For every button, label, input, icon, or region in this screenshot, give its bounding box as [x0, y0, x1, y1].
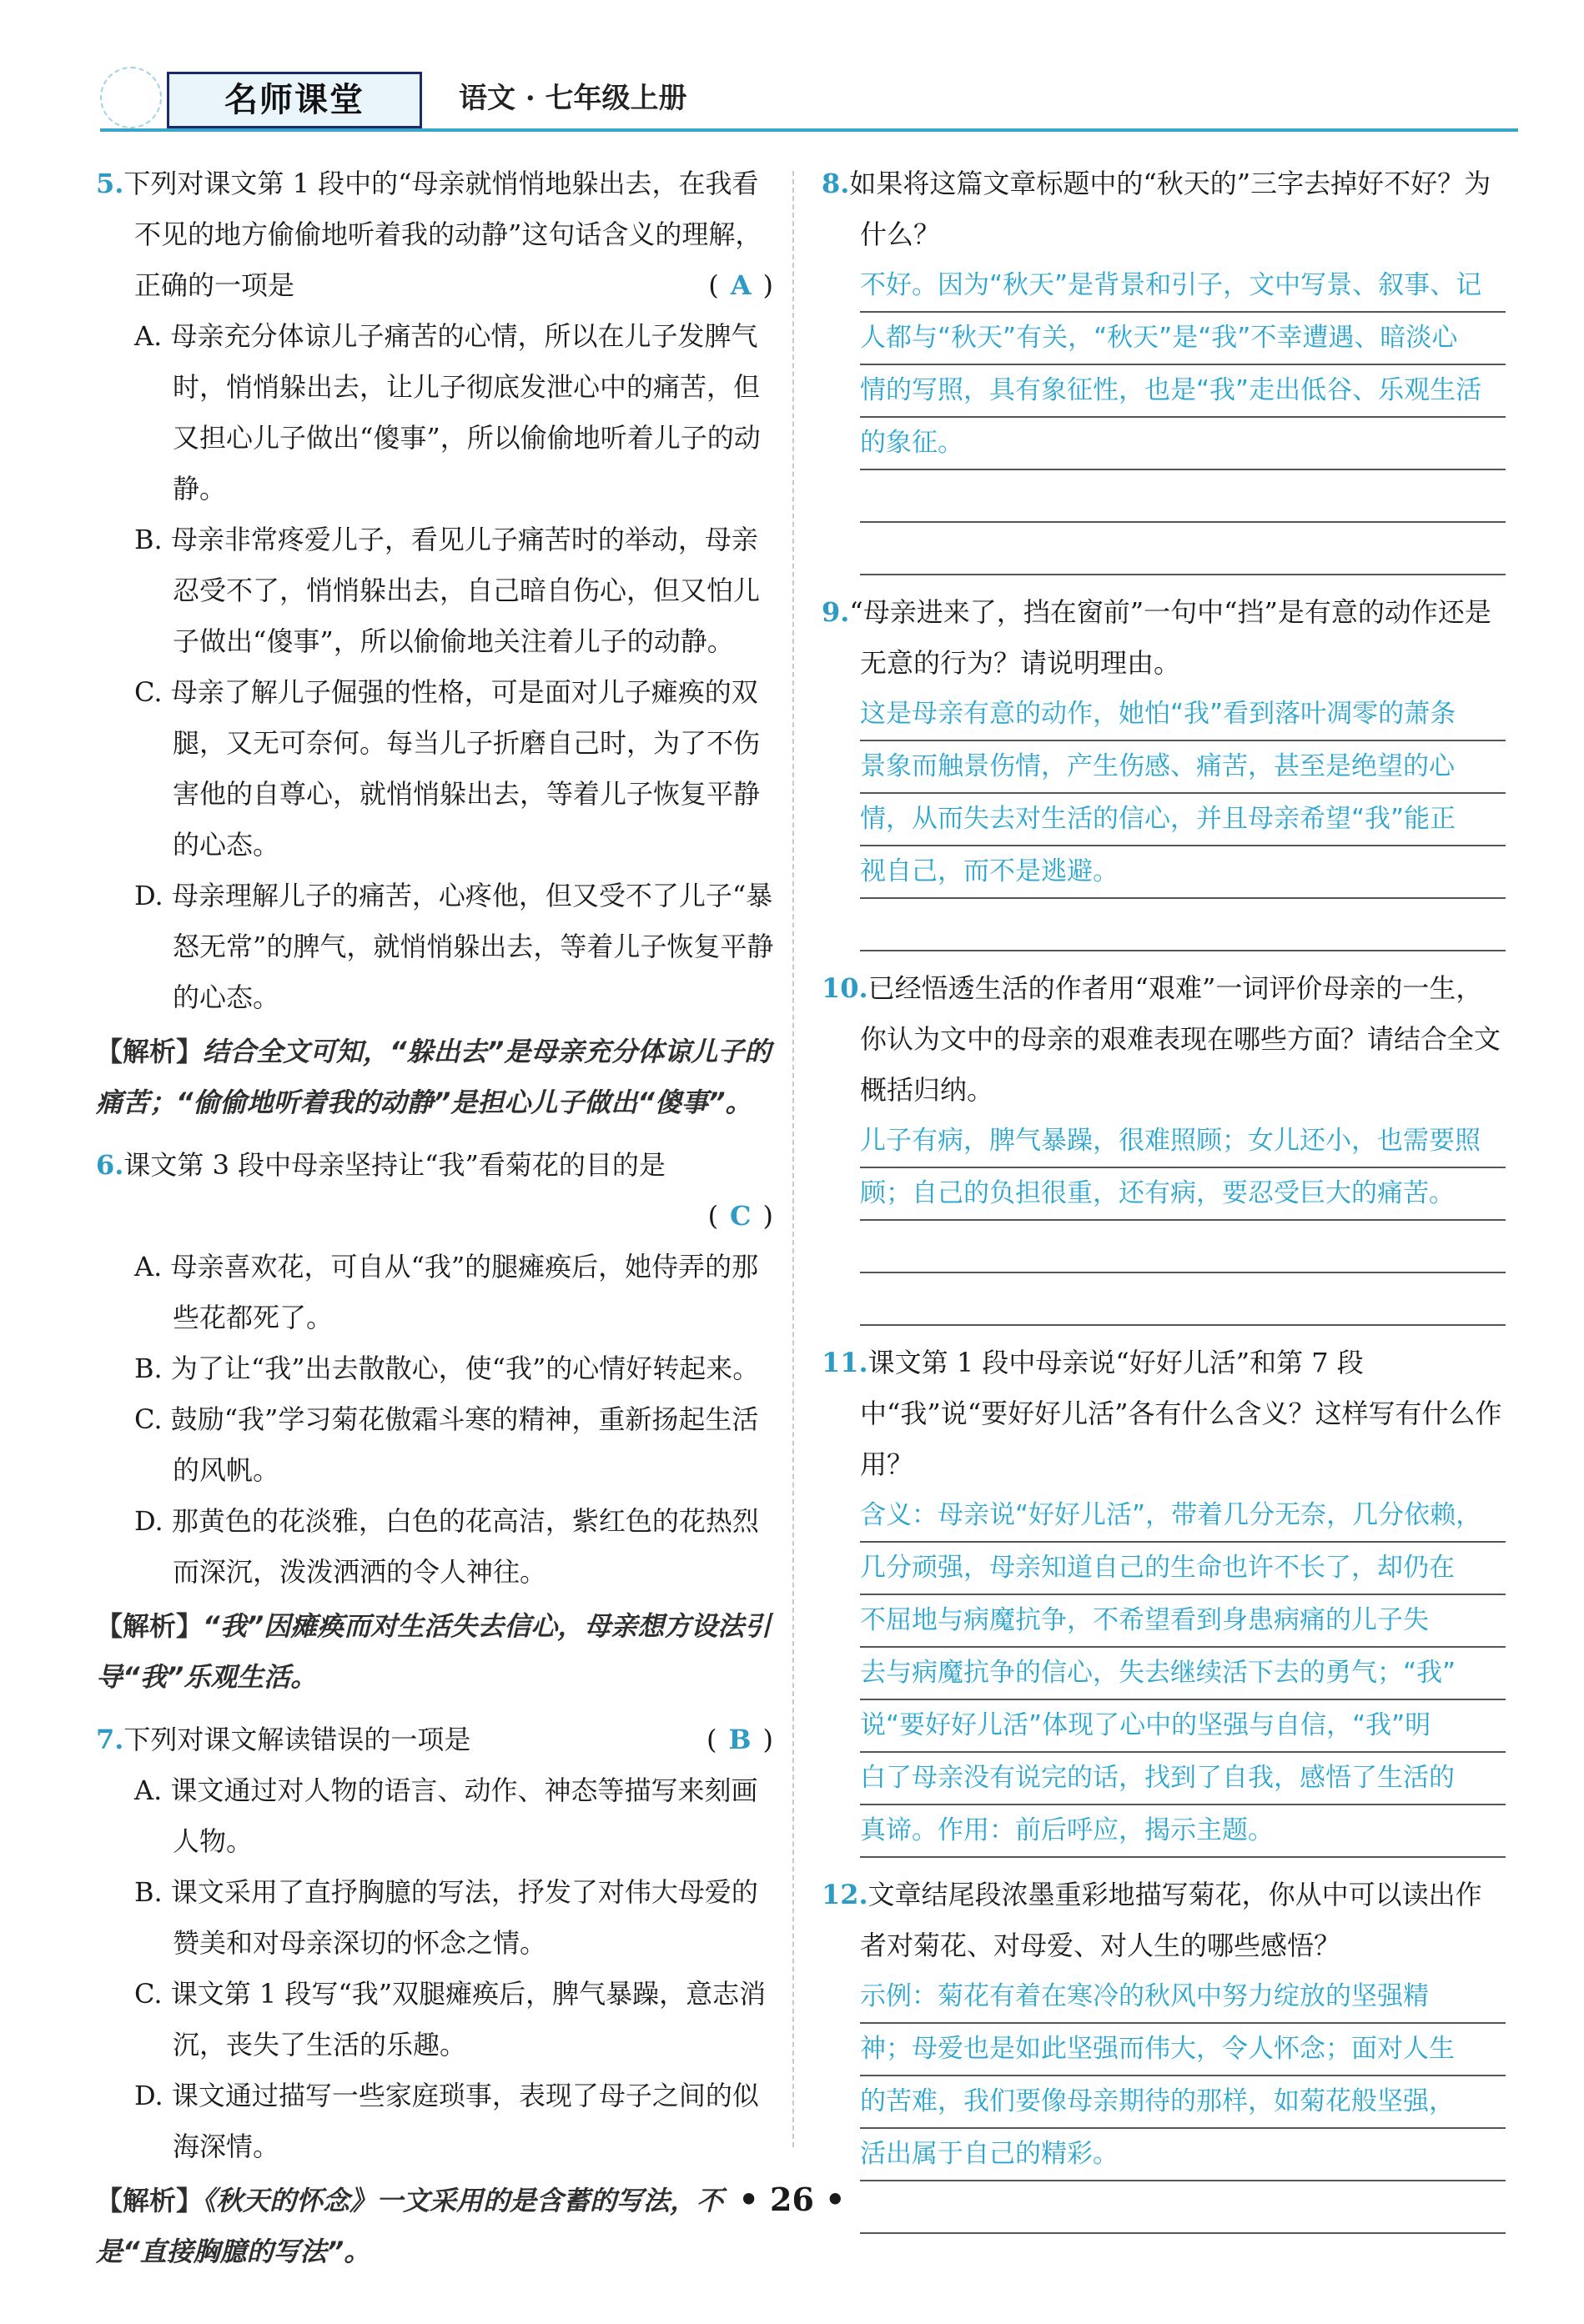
- question-stem: [822, 963, 1506, 1116]
- answer-line: 视自己，而不是逃避。: [860, 846, 1506, 899]
- answer-line: 神；母爱也是如此坚强而伟大，令人怀念；面对人生: [860, 2024, 1506, 2076]
- option-a: A. 母亲喜欢花，可自从“我”的腿瘫痪后，她侍弄的那些花都死了。: [134, 1251, 759, 1333]
- answer-line: 情的写照，具有象征性，也是“我”走出低谷、乐观生活: [860, 365, 1506, 418]
- analysis-text: 《秋天的怀念》一文采用的是含蓄的写法，不是“直接胸臆的写法”。: [96, 2185, 724, 2267]
- decorative-emblem-icon: [100, 67, 162, 128]
- question-number: 8.: [822, 168, 850, 199]
- question-text: 课文第 3 段中母亲坚持让“我”看菊花的目的是: [123, 1149, 666, 1181]
- left-column: [96, 158, 780, 2289]
- option-d: D. 母亲理解儿子的痛苦，心疼他，但又受不了儿子“暴怒无常”的脾气，就悄悄躲出去，等着儿子恢复平静的心态。: [134, 880, 774, 1013]
- answer-choice: ( A ): [708, 269, 773, 301]
- answer-letter: A: [730, 269, 752, 301]
- question-5: [96, 158, 780, 1128]
- answer-line: 含义：母亲说“好好儿活”，带着几分无奈，几分依赖，: [860, 1490, 1506, 1543]
- header-divider: [100, 128, 1518, 132]
- analysis-text: 结合全文可知，“躲出去”是母亲充分体谅儿子的痛苦；“偷偷地听着我的动静”是担心儿子做出“傻事”。: [96, 1036, 772, 1118]
- question-6: [96, 1140, 780, 1703]
- question-stem: [96, 158, 780, 311]
- column-divider: [792, 171, 794, 2147]
- question-text: 文章结尾段浓墨重彩地描写菊花，你从中可以读出作者对菊花、对母爱、对人生的哪些感悟？: [860, 1879, 1482, 1961]
- book-subtitle: 语文 · 七年级上册: [459, 82, 687, 115]
- question-number: 6.: [96, 1149, 124, 1181]
- question-number: 11.: [822, 1347, 868, 1378]
- answer-letter: B: [728, 1724, 752, 1755]
- blank-answer-line: [860, 899, 1506, 951]
- answer-line: 真谛。作用：前后呼应，揭示主题。: [860, 1805, 1506, 1858]
- question-12: [822, 1870, 1506, 2234]
- question-stem: [822, 158, 1506, 260]
- blank-answer-line: [860, 1273, 1506, 1326]
- question-stem: [822, 1870, 1506, 1971]
- page-header: [100, 67, 1518, 133]
- question-stem: [822, 587, 1506, 689]
- answer-line: 景象而触景伤情，产生伤感、痛苦，甚至是绝望的心: [860, 741, 1506, 794]
- analysis-text: “我”因瘫痪而对生活失去信心，母亲想方设法引导“我”乐观生活。: [96, 1610, 772, 1693]
- option-b: B. 为了让“我”出去散散心，使“我”的心情好转起来。: [134, 1353, 760, 1384]
- answer-line: 儿子有病，脾气暴躁，很难照顾；女儿还小，也需要照: [860, 1116, 1506, 1168]
- answer-line: 白了母亲没有说完的话，找到了自我，感悟了生活的: [860, 1753, 1506, 1805]
- answer-line: 这是母亲有意的动作，她怕“我”看到落叶凋零的萧条: [860, 689, 1506, 741]
- question-text: 下列对课文第 1 段中的“母亲就悄悄地躲出去，在我看不见的地方偷偷地听着我的动静”这句话含义的理解，正确的一项是: [123, 168, 762, 301]
- option-b: B. 课文采用了直抒胸臆的写法，抒发了对伟大母爱的赞美和对母亲深切的怀念之情。: [134, 1876, 758, 1959]
- question-text: 下列对课文解读错误的一项是: [123, 1724, 471, 1755]
- question-9: [822, 587, 1506, 951]
- blank-answer-line: [860, 470, 1506, 523]
- analysis-tag: 【解析】: [96, 1036, 204, 1067]
- answer-line: 示例：菊花有着在寒冷的秋风中努力绽放的坚强精: [860, 1971, 1506, 2024]
- answer-line: 说“要好好儿活”体现了心中的坚强与自信，“我”明: [860, 1700, 1506, 1753]
- answer-line: 顾；自己的负担很重，还有病，要忍受巨大的痛苦。: [860, 1168, 1506, 1221]
- question-text: 已经悟透生活的作者用“艰难”一词评价母亲的一生，你认为文中的母亲的艰难表现在哪些方面？请结合全文概括归纳。: [860, 972, 1501, 1106]
- blank-answer-line: [860, 523, 1506, 575]
- series-logo: 名师课堂: [167, 72, 422, 128]
- answer-block: [860, 689, 1506, 951]
- question-number: 7.: [96, 1724, 124, 1755]
- answer-line: 情，从而失去对生活的信心，并且母亲希望“我”能正: [860, 794, 1506, 846]
- question-8: [822, 158, 1506, 575]
- analysis-tag: 【解析】: [96, 2185, 204, 2216]
- option-d: D. 课文通过描写一些家庭琐事，表现了母子之间的似海深情。: [134, 2080, 759, 2162]
- answer-letter: C: [730, 1200, 752, 1232]
- option-d: D. 那黄色的花淡雅，白色的花高洁，紫红色的花热烈而深沉，泼泼洒洒的令人神往。: [134, 1505, 759, 1588]
- question-number: 9.: [822, 596, 850, 628]
- question-11: [822, 1338, 1506, 1858]
- analysis: [96, 1026, 780, 1128]
- question-10: [822, 963, 1506, 1326]
- answer-line: 的象征。: [860, 418, 1506, 470]
- answer-choice: ( B ): [706, 1724, 773, 1755]
- answer-line: 人都与“秋天”有关，“秋天”是“我”不幸遭遇、暗淡心: [860, 313, 1506, 365]
- question-stem: [96, 1140, 780, 1191]
- question-text: 如果将这篇文章标题中的“秋天的”三字去掉好不好？为什么？: [849, 168, 1491, 250]
- option-a: A. 母亲充分体谅儿子痛苦的心情，所以在儿子发脾气时，悄悄躲出去，让儿子彻底发泄心中的痛苦，但又担心儿子做出“傻事”，所以偷偷地听着儿子的动静。: [134, 320, 761, 504]
- answer-line: 去与病魔抗争的信心，失去继续活下去的勇气；“我”: [860, 1648, 1506, 1700]
- question-stem: [96, 1714, 780, 1765]
- answer-line: 活出属于自己的精彩。: [860, 2129, 1506, 2181]
- answer-line: 的苦难，我们要像母亲期待的那样，如菊花般坚强，: [860, 2076, 1506, 2129]
- answer-block: [860, 1490, 1506, 1858]
- question-stem: [822, 1338, 1506, 1490]
- analysis: [96, 1601, 780, 1703]
- answer-line: 不好。因为“秋天”是背景和引子，文中写景、叙事、记: [860, 260, 1506, 313]
- question-number: 10.: [822, 972, 868, 1004]
- right-column: [822, 158, 1506, 2246]
- analysis-tag: 【解析】: [96, 1610, 204, 1642]
- option-c: C. 鼓励“我”学习菊花傲霜斗寒的精神，重新扬起生活的风帆。: [134, 1403, 759, 1486]
- blank-answer-line: [860, 1221, 1506, 1273]
- answer-line: 不屈地与病魔抗争，不希望看到身患病痛的儿子失: [860, 1595, 1506, 1648]
- option-a: A. 课文通过对人物的语言、动作、神态等描写来刻画人物。: [134, 1774, 758, 1857]
- question-number: 5.: [96, 168, 124, 199]
- answer-block: [860, 260, 1506, 575]
- answer-line: 几分顽强，母亲知道自己的生命也许不长了，却仍在: [860, 1543, 1506, 1595]
- option-b: B. 母亲非常疼爱儿子，看见儿子痛苦时的举动，母亲忍受不了，悄悄躲出去，自己暗自伤心，但又怕儿子做出“傻事”，所以偷偷地关注着儿子的动静。: [134, 524, 761, 657]
- answer-choice: ( C ): [707, 1200, 773, 1232]
- question-text: “母亲进来了，挡在窗前”一句中“挡”是有意的动作还是无意的行为？请说明理由。: [849, 596, 1491, 679]
- option-c: C. 课文第 1 段写“我”双腿瘫痪后，脾气暴躁，意志消沉，丧失了生活的乐趣。: [134, 1978, 767, 2060]
- answer-row: [96, 1191, 780, 1242]
- answer-block: [860, 1116, 1506, 1326]
- option-c: C. 母亲了解儿子倔强的性格，可是面对儿子瘫痪的双腿，又无可奈何。每当儿子折磨自己时，为了不伤害他的自尊心，就悄悄躲出去，等着儿子恢复平静的心态。: [134, 676, 761, 861]
- question-text: 课文第 1 段中母亲说“好好儿活”和第 7 段中“我”说“要好好儿活”各有什么含义？这样写有什么作用？: [860, 1347, 1502, 1480]
- question-number: 12.: [822, 1879, 868, 1910]
- page-number: • 26 •: [738, 2181, 846, 2218]
